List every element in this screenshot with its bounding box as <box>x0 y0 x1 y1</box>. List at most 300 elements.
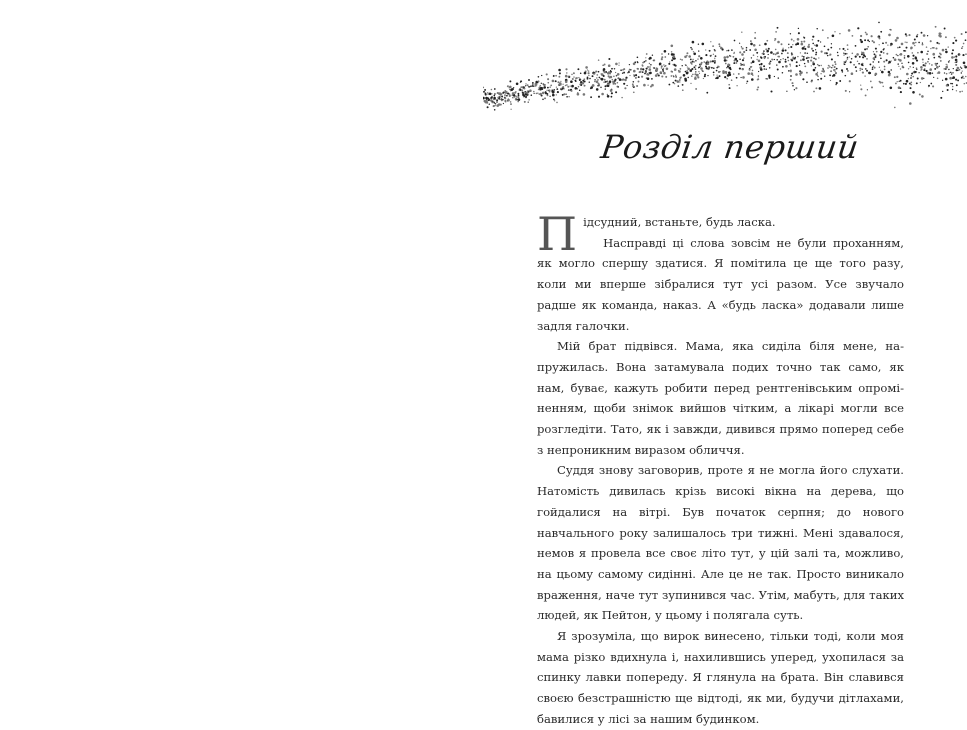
ink-dot <box>844 53 846 55</box>
ink-dot <box>797 42 800 45</box>
ink-dot <box>690 83 691 84</box>
ink-dot <box>552 94 555 97</box>
ink-dot <box>768 48 770 50</box>
ink-dot <box>904 57 906 59</box>
ink-dot <box>845 75 847 77</box>
ink-dot <box>518 94 520 96</box>
ink-dot <box>920 82 921 83</box>
ink-dot <box>801 41 803 43</box>
ink-dot <box>827 49 829 51</box>
ink-dot <box>578 86 580 88</box>
ink-dot <box>770 51 773 54</box>
ink-dot <box>483 91 485 93</box>
ink-dot <box>936 63 938 65</box>
ink-dot <box>903 83 905 85</box>
ink-dot <box>922 62 923 63</box>
ink-dot <box>886 59 888 61</box>
ink-dot <box>965 76 967 78</box>
ink-dot <box>682 65 683 66</box>
ink-dot <box>843 54 844 55</box>
ink-dot <box>593 73 595 75</box>
ink-dot <box>540 85 542 87</box>
ink-dot <box>952 86 954 88</box>
ink-dot <box>607 81 608 82</box>
ink-dot <box>899 81 900 82</box>
ink-dot <box>672 82 674 84</box>
ink-dot <box>885 42 887 44</box>
ink-dot <box>906 42 908 44</box>
ink-dot <box>836 82 838 84</box>
ink-dot <box>695 71 696 72</box>
ink-dot <box>626 85 627 86</box>
ink-dot <box>672 64 674 66</box>
ink-dot <box>588 72 590 74</box>
ink-dot <box>541 88 543 90</box>
ink-dot <box>806 72 808 74</box>
ink-dot <box>788 70 790 72</box>
ink-dot <box>518 98 521 101</box>
ink-dot <box>579 90 581 92</box>
ink-dot <box>729 87 731 89</box>
ink-dot <box>659 63 662 66</box>
ink-dot <box>566 72 567 73</box>
ink-dot <box>747 72 750 75</box>
ink-dot <box>787 56 789 58</box>
ink-dot <box>645 71 646 72</box>
ink-dot <box>829 66 831 68</box>
ink-dot <box>898 66 899 67</box>
ink-dot <box>800 74 802 76</box>
ink-dot <box>743 51 745 53</box>
ink-dot <box>604 79 606 81</box>
ink-dot <box>890 44 892 46</box>
ink-dot <box>844 50 845 51</box>
ink-dot <box>632 85 634 87</box>
ink-dot <box>942 91 943 92</box>
ink-dot <box>629 64 630 65</box>
ink-dot <box>560 81 561 82</box>
ink-dot <box>704 75 706 77</box>
ink-dot <box>769 77 771 79</box>
ink-dot <box>855 56 857 58</box>
ink-dot <box>811 56 813 58</box>
ink-dot <box>688 55 691 58</box>
ink-dot <box>775 31 777 33</box>
ink-dot <box>938 71 941 74</box>
ink-dot <box>758 60 761 63</box>
ink-dot <box>835 84 836 85</box>
ink-dot <box>920 51 923 54</box>
ink-dot <box>692 74 693 75</box>
ink-dot <box>942 49 945 52</box>
ink-dot <box>544 97 546 99</box>
ink-dot <box>916 69 917 70</box>
ink-dot <box>853 64 855 66</box>
ink-dot <box>530 85 532 87</box>
ink-dot <box>945 49 947 51</box>
ink-dot <box>769 63 770 64</box>
ink-dot <box>765 68 766 69</box>
ink-dot <box>496 99 498 101</box>
ink-dot <box>731 49 733 51</box>
ink-dot <box>864 39 866 41</box>
ink-dot <box>800 52 801 53</box>
ink-dot <box>637 68 639 70</box>
ink-dot <box>494 109 496 111</box>
ink-dot <box>648 58 650 60</box>
ink-dot <box>891 60 892 61</box>
ink-dot <box>549 96 550 97</box>
ink-dot <box>955 64 957 66</box>
ink-dot <box>589 78 591 80</box>
ink-dot <box>930 83 932 85</box>
ink-dot <box>697 58 698 59</box>
ink-dot <box>617 74 618 75</box>
ink-dot <box>700 57 703 60</box>
ink-dot <box>954 37 956 39</box>
ink-dot <box>767 57 769 59</box>
ink-dot <box>708 66 710 68</box>
ink-dot <box>782 66 784 68</box>
ink-dot <box>749 69 751 71</box>
ink-dot <box>956 69 958 71</box>
ink-dot <box>675 80 677 82</box>
ink-dot <box>830 70 832 72</box>
ink-dot <box>727 64 730 67</box>
ink-dot <box>890 87 893 90</box>
ink-dot <box>604 71 607 74</box>
ink-dot <box>594 81 596 83</box>
ink-dot <box>812 36 814 38</box>
ink-dot <box>910 84 912 86</box>
ink-dot <box>839 80 841 82</box>
ink-dot <box>595 70 597 72</box>
ink-dot <box>509 80 511 82</box>
ink-dot <box>577 68 579 70</box>
ink-dot <box>916 60 918 62</box>
ink-dot <box>589 81 590 82</box>
ink-dot <box>739 51 741 53</box>
ink-dot <box>680 68 682 70</box>
ink-dot <box>866 33 868 35</box>
ink-dot <box>693 61 695 63</box>
ink-dot <box>632 83 634 85</box>
ink-dot <box>880 31 882 33</box>
ink-dot <box>592 75 594 77</box>
ink-dot <box>636 85 638 87</box>
ink-dot <box>733 56 735 58</box>
ink-dot <box>888 61 891 64</box>
ink-dot <box>756 52 758 54</box>
ink-dot <box>607 82 609 84</box>
ink-dot <box>900 87 901 88</box>
ink-dot <box>712 45 714 47</box>
ink-dot <box>952 49 954 51</box>
ink-dot <box>867 39 869 41</box>
ink-dot <box>758 71 759 72</box>
ink-dot <box>643 84 646 87</box>
ink-dot <box>827 67 829 69</box>
ink-dot <box>691 48 693 50</box>
ink-dot <box>829 55 830 56</box>
ink-dot <box>794 58 796 60</box>
ink-dot <box>829 74 831 76</box>
ink-dot <box>959 54 960 55</box>
ink-dot <box>579 84 580 85</box>
ink-dot <box>897 81 898 82</box>
ink-dot <box>835 63 837 65</box>
ink-dot <box>661 75 663 77</box>
ink-dot <box>716 70 718 72</box>
ink-dot <box>556 94 557 95</box>
ink-dot <box>671 53 674 56</box>
ink-dot <box>816 28 817 29</box>
ink-dot <box>956 84 958 86</box>
ink-dot <box>870 81 872 83</box>
ink-dot <box>675 65 676 66</box>
ink-dot <box>661 65 663 67</box>
ink-dot <box>800 59 802 61</box>
ink-dot <box>580 81 582 83</box>
ink-dot <box>963 43 965 45</box>
ink-dot <box>625 77 627 79</box>
ink-dot <box>926 53 928 55</box>
ink-dot <box>509 89 510 90</box>
ink-dot <box>871 86 873 88</box>
ink-dot <box>751 57 752 58</box>
ink-dot <box>961 77 963 79</box>
ink-dot <box>850 61 852 63</box>
ink-dot <box>607 84 610 87</box>
ink-dot <box>875 48 877 50</box>
ink-dot <box>812 61 814 63</box>
ink-dot <box>692 59 693 60</box>
ink-dot <box>815 52 817 54</box>
ink-dot <box>725 72 727 74</box>
ink-dot <box>792 44 793 45</box>
ink-dot <box>908 34 910 36</box>
ink-dot <box>948 46 949 47</box>
ink-dot <box>842 48 844 50</box>
ink-dot <box>638 81 640 83</box>
ink-dot <box>961 33 963 35</box>
ink-dot <box>847 44 849 46</box>
ink-dot <box>675 74 677 76</box>
ink-dot <box>928 86 929 87</box>
ink-dot <box>816 44 819 47</box>
ink-dot <box>539 93 542 96</box>
ink-dot <box>790 33 791 34</box>
ink-dot <box>818 65 820 67</box>
ink-dot <box>698 71 699 72</box>
ink-dot <box>915 42 917 44</box>
ink-dot <box>770 90 772 92</box>
ink-dot <box>704 61 705 62</box>
ink-dot <box>624 87 626 89</box>
ink-dot <box>510 103 511 104</box>
ink-dot <box>746 47 748 49</box>
ink-dot <box>687 68 690 71</box>
ink-dot <box>633 91 635 93</box>
ink-dot <box>599 77 601 79</box>
ink-dot <box>517 101 519 103</box>
ink-dot <box>961 91 962 92</box>
ink-dot <box>847 58 849 60</box>
ink-dot <box>736 85 737 86</box>
ink-dot <box>733 73 734 74</box>
ink-dot <box>912 52 914 54</box>
ink-dot <box>815 49 816 50</box>
ink-dot <box>925 62 927 64</box>
ink-dot <box>508 87 509 88</box>
ink-dot <box>553 75 555 77</box>
ink-dot <box>501 96 503 98</box>
ink-dot <box>570 85 571 86</box>
ink-dot <box>516 96 518 98</box>
ink-dot <box>842 71 844 73</box>
ink-dot <box>603 81 605 83</box>
ink-dot <box>601 93 604 96</box>
ink-dot <box>609 83 611 85</box>
ink-dot <box>694 73 696 75</box>
paragraph-5: Я зрозуміла, що вирок винесено, тільки тоді, коли моя мама різко вдихнула і, нахилившись уперед, ухопилася за спинку лавки попереду. Я глянула на брата. Він славився своєю безстрашністю ще відтоді, як ми, будучи дітлахами, бавилися у лісі за нашим будинком. <box>537 629 904 726</box>
ink-dot <box>949 60 950 61</box>
ink-dot <box>801 43 804 46</box>
ink-dot <box>798 28 799 29</box>
paragraph-3: Мій брат підвівся. Мама, яка сиділа біля мене, напружилась. Вона затамувала подих точно так само, як нам, буває, кажуть робити перед рентгенівським опроміненням, щоби знімок вийшов чітким, а лікарі могли все розгледіти. Тато, як і завжди, дивився прямо поперед себе з непроникним виразом обличчя. <box>537 339 904 457</box>
ink-dot <box>791 59 793 61</box>
ink-dot <box>633 81 635 83</box>
ink-dot <box>565 75 568 78</box>
ink-dot <box>641 76 643 78</box>
ink-dot <box>901 63 902 64</box>
ink-dot <box>503 103 504 104</box>
ink-dot <box>956 61 957 62</box>
ink-dot <box>912 76 914 78</box>
ink-dot <box>611 68 613 70</box>
ink-dot <box>959 91 961 93</box>
ink-dot <box>619 78 622 81</box>
ink-dot <box>935 63 937 65</box>
ink-dot <box>504 94 505 95</box>
ink-dot <box>575 77 577 79</box>
ink-dot <box>669 61 670 62</box>
ink-dot <box>553 99 555 101</box>
ink-dot <box>569 76 571 78</box>
ink-dot <box>494 88 496 90</box>
ink-dot <box>585 66 588 69</box>
ink-dot <box>536 93 538 95</box>
ink-dot <box>894 58 897 61</box>
ink-dot <box>635 77 637 79</box>
ink-dot <box>492 102 493 103</box>
ink-dot <box>756 59 757 60</box>
ink-dot <box>830 80 831 81</box>
ink-dot <box>834 71 835 72</box>
ink-dot <box>692 41 695 44</box>
ink-dot <box>798 32 800 34</box>
ink-dot <box>916 82 918 84</box>
ink-dot <box>782 72 784 74</box>
ink-dot <box>486 99 487 100</box>
ink-dot <box>671 59 673 61</box>
ink-dot <box>874 67 876 69</box>
ink-dot <box>662 70 664 72</box>
ink-dot <box>512 92 515 95</box>
ink-dot <box>661 56 663 58</box>
ink-dot <box>698 44 699 45</box>
ink-dot <box>952 83 954 85</box>
ink-dot <box>930 40 932 42</box>
ink-dot <box>716 77 719 80</box>
ink-dot <box>799 65 800 66</box>
ink-dot <box>664 66 666 68</box>
ink-dot <box>962 54 964 56</box>
ink-dot <box>790 46 792 48</box>
ink-dot <box>671 51 672 52</box>
ink-dot <box>498 98 500 100</box>
ink-dot <box>775 49 777 51</box>
ink-dot <box>660 71 663 74</box>
ink-dot <box>486 102 488 104</box>
ink-dot <box>752 70 754 72</box>
ink-dot <box>780 59 781 60</box>
ink-dot <box>495 103 496 104</box>
ink-dot <box>818 57 819 58</box>
ink-dot <box>904 55 906 57</box>
ink-dot <box>942 80 943 81</box>
ink-dot <box>734 40 736 42</box>
ink-dot <box>774 76 775 77</box>
ink-dot <box>817 76 818 77</box>
ink-dot <box>796 65 798 67</box>
ink-dot <box>552 92 554 94</box>
ink-dot <box>810 60 812 62</box>
ink-dot <box>726 78 728 80</box>
ink-dot <box>807 46 810 49</box>
ink-dot <box>865 68 867 70</box>
ink-dot <box>845 90 847 92</box>
ink-dot <box>914 39 916 41</box>
ink-dot <box>648 74 650 76</box>
paragraph-1-text: ідсудний, встаньте, будь ласка. <box>583 215 776 229</box>
ink-dot <box>944 72 945 73</box>
ink-dot <box>483 97 485 100</box>
ink-dot <box>900 68 901 69</box>
ink-dot <box>601 73 603 75</box>
ink-dot <box>657 73 659 75</box>
ink-dot <box>955 62 956 63</box>
ink-dot <box>661 67 663 69</box>
ink-dot <box>618 65 619 66</box>
ink-dot <box>549 86 551 88</box>
ink-dot <box>940 97 942 99</box>
ink-dot <box>607 95 610 98</box>
ink-dot <box>615 72 616 73</box>
ink-dot <box>553 89 555 91</box>
ink-dot <box>665 76 667 78</box>
ink-dot <box>824 45 826 47</box>
ink-dot <box>703 78 704 79</box>
ink-dot <box>768 75 771 78</box>
ink-dot <box>894 76 896 78</box>
ink-dot <box>624 79 627 82</box>
ink-dot <box>835 72 837 74</box>
ink-dot <box>772 59 773 60</box>
ink-dot <box>611 92 613 94</box>
ink-dot <box>782 48 783 49</box>
ink-dot <box>918 72 919 73</box>
